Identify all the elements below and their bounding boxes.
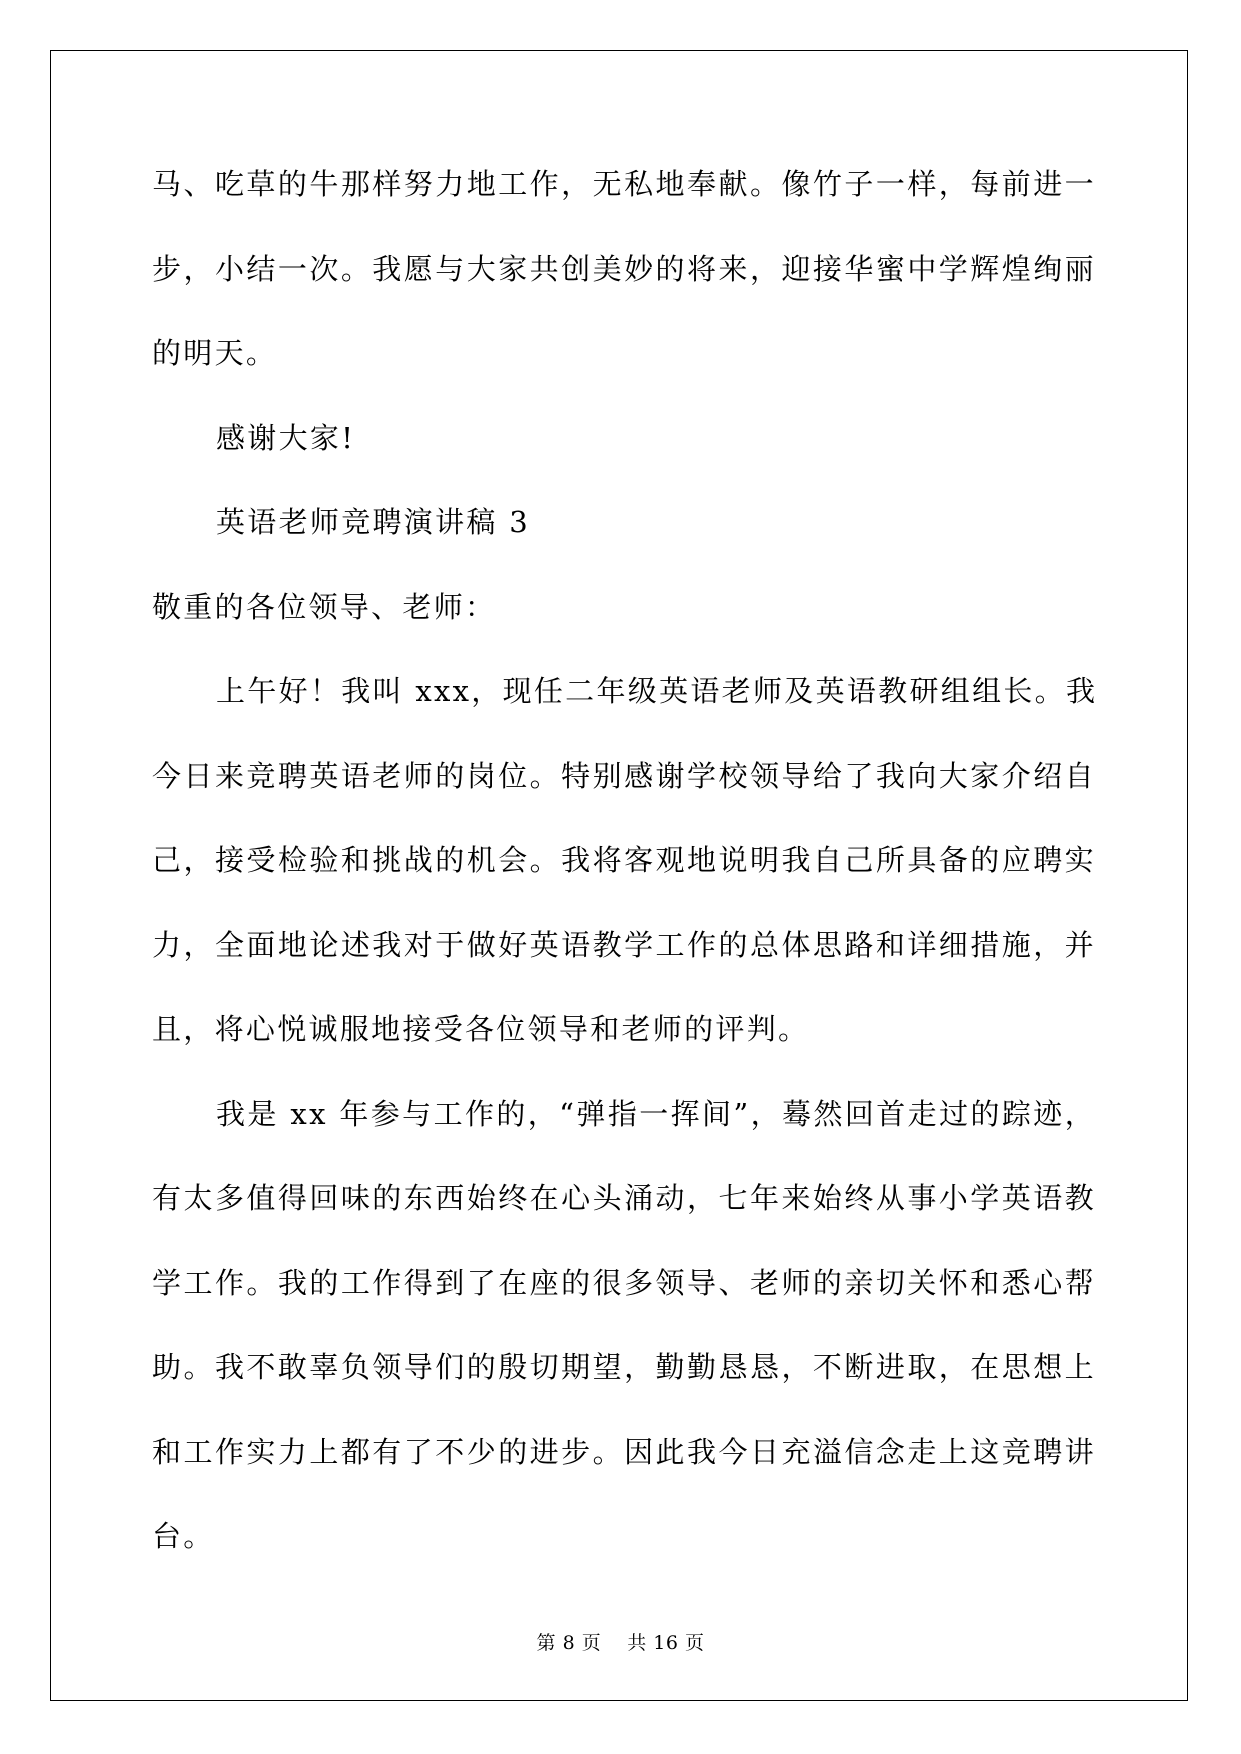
text-line: 力，全面地论述我对于做好英语教学工作的总体思路和详细措施，并: [152, 927, 1096, 962]
page-footer: [0, 1628, 1241, 1655]
text-line: 台。: [152, 1519, 215, 1553]
text-line: 有太多值得回味的东西始终在心头涌动，七年来始终从事小学英语教: [152, 1181, 1096, 1215]
text-line: 己，接受检验和挑战的机会。我将客观地说明我自己所具备的应聘实: [152, 843, 1096, 877]
text-line: 学工作。我的工作得到了在座的很多领导、老师的亲切关怀和悉心帮: [152, 1265, 1096, 1300]
text-line: 上午好！我叫 xxx，现任二年级英语老师及英语教研组组长。我: [216, 674, 1098, 708]
text-line: 步，小结一次。我愿与大家共创美妙的将来，迎接华蜜中学辉煌绚丽: [152, 251, 1096, 286]
section-heading: 英语老师竞聘演讲稿 3: [216, 505, 530, 539]
text-line: 和工作实力上都有了不少的进步。因此我今日充溢信念走上这竞聘讲: [152, 1434, 1096, 1469]
page-total: 共 16 页: [627, 1632, 705, 1654]
text-line: 的明天。: [152, 336, 278, 370]
salutation: 敬重的各位领导、老师：: [152, 589, 497, 624]
page-number: 第 8 页: [536, 1632, 602, 1654]
text-line: 助。我不敢辜负领导们的殷切期望，勤勤恳恳，不断进取，在思想上: [152, 1350, 1096, 1384]
document-body: [152, 142, 1096, 1579]
text-line: 今日来竞聘英语老师的岗位。特别感谢学校领导给了我向大家介绍自: [152, 758, 1096, 793]
text-line: 我是 xx 年参与工作的，“弹指一挥间”，蓦然回首走过的踪迹，: [216, 1096, 1096, 1131]
text-line: 马、吃草的牛那样努力地工作，无私地奉献。像竹子一样，每前进一: [152, 167, 1096, 201]
text-line: 感谢大家!: [216, 420, 356, 455]
text-line: 且，将心悦诚服地接受各位领导和老师的评判。: [152, 1012, 810, 1046]
